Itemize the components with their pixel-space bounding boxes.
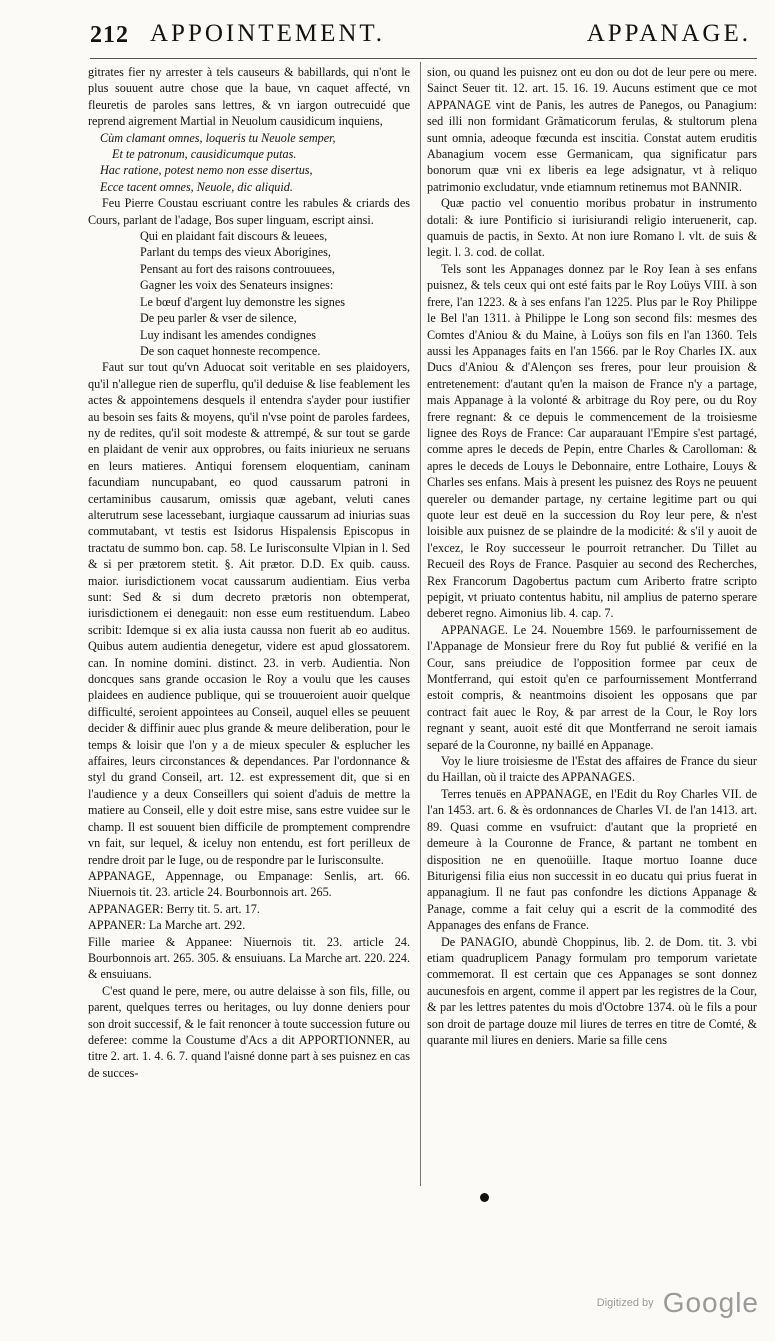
coustau-intro: Feu Pierre Coustau escriuant contre les rabules & criards des Cours, parlant de l'adage, Bos super linguam, escript ainsi.: [88, 196, 410, 227]
montferrand-paragraph: APPANAGE. Le 24. Nouembre 1569. le parfournissement de l'Appanage de Monsieur frere du Roy fut publié & verifié en la Cour, sans preiudice de l'opposition formee par ceux de Montferrand, qui estoit qu'en ce parfournissement Montferrand estoit compris, & neantmoins disoient les opposans que par contract fait auec le Roy, & par arrest de la Cour, le Roy lors regnant y seant, auoit esté dit que Montferrand ne seroit iamais separé de la Couronne, ny baillé en Appanage.: [427, 622, 757, 752]
column-divider: [420, 62, 421, 1186]
verse-line: Et te patronum, causidicumque putas.: [112, 147, 297, 162]
verse-line: Ecce tacent omnes, Neuole, dic aliquid.: [100, 179, 293, 194]
running-header: [90, 20, 757, 60]
verse-line: Pensant au fort des raisons controuuees,: [140, 261, 335, 276]
google-logo: Google: [662, 1287, 759, 1318]
verse-line: Parlant du temps des vieux Aborigines,: [140, 245, 331, 260]
verse-line: Luy indisant les amendes condignes: [140, 327, 317, 342]
page-number: 212: [90, 22, 129, 48]
fille-appanee-reference: Fille mariee & Appanee: Niuernois tit. 23. article 24. Bourbonnois art. 265. 305. & ensuiuans. La Marche art. 220. 224. & ensuiuans.: [88, 934, 410, 982]
appaner-reference: APPANER: La Marche art. 292.: [88, 918, 246, 933]
latin-verse: [100, 130, 410, 196]
verse-line: Hac ratione, potest nemo non esse disertus,: [100, 163, 313, 178]
french-verse: [140, 228, 410, 359]
pactio-paragraph: Quæ pactio vel conuentio moribus probatur in instrumento dotali: & iure Pontificio si iurisiurandi religio interuenerit, cap. quamuis de pactis, in Sexto. At non iure Romano l. vlt. de suis & legit. l. 3. cod. de collat.: [427, 196, 757, 260]
ink-dot: [480, 1193, 489, 1202]
verse-line: Qui en plaidant fait discours & leuees,: [140, 229, 328, 244]
header-rule: [90, 58, 757, 59]
panagio-paragraph: De PANAGIO, abundè Choppinus, lib. 2. de Dom. tit. 3. vbi etiam quadruplicem Panagy formulam pro temporum varietate commemorat. Il est certain que ces Appanages se sont donnez aucunesfois en argent, comme il appert par les registres de la Cour, & par les lettres patentes du mois d'Octobre 1374. où le fils a pour son droit de partage douze mil liures de terres en titre de Comté, & quarante mil liures en deniers. Marie sa fille cens: [427, 934, 757, 1047]
watermark-prefix: Digitized by: [596, 1297, 654, 1309]
right-running-title: APPANAGE.: [586, 20, 751, 47]
haillan-reference: Voy le liure troisiesme de l'Estat des affaires de France du sieur du Haillan, où il traicte des APPANAGES.: [427, 754, 757, 785]
royal-appanages-paragraph: Tels sont les Appanages donnez par le Roy Iean à ses enfans puisnez, & tels ceux qui ont esté faits par le Roy Loüys VIII. à son frere, l'an 1223. & à ses enfans l'an 1225. Plus par le Roy Philippe le Bel l'an 1311. à Philippe le Long son second fils: mesmes des Comtes d'Aniou & du Maine, à Loüys son fils en l'an 1360. Tels aussi les Appanages faits en l'an 1566. par le Roy Charles IX. aux Ducs d'Aniou & d'Alençon ses freres, pour leur prouision & entretenement: d'autant qu'en la maison de France n'y a partage, mais Appanage à la volonté & arbitrage du Roy pere, ou du Roy frere regnant: & ce depuis le commencement de la troisiesme lignee des Roys de France: Car auparauant l'Empire s'est partagé, comme apres le deceds de Pepin, entre Charles & Carolloman: & apres le deceds de Louys le Debonnaire, entre Lothaire, Louys & Charles ses enfans. Mais à present les puisnez des Roys ne peuuent quereler ou demander partage, ny certaine legitime part ou qui quote leur est deuë en la succession du Roy leur pere, & n'est loisible aux puisnez de se plaindre de la modicité: & s'il y auoit de l'excez, le Roy successeur le pourroit retrancher. Du Tillet au Recueil des Roys de France. Pasquier au second des Recherches, Rex Francorum Dagobertus pactum cum Ariberto fratre scripto pepigit, vt priuato contentus habitu, nil amplius de paterno sperare deberet regno. Aimonius lib. 4. cap. 7.: [427, 261, 757, 621]
digitized-watermark: [597, 1287, 759, 1319]
verse-line: Gagner les voix des Senateurs insignes:: [140, 278, 334, 293]
definition-paragraph: C'est quand le pere, mere, ou autre delaisse à son fils, fille, ou parent, quelques terres ou heritages, ou luy donne deniers pour son droit successif, & le fait renoncer à toute succession future ou deferee: comme la Coustume d'Acs a dit APPORTIONNER, au titre 2. art. 1. 4. 6. 7. quand l'aisné donne part à ses puisnez en cas de succes-: [88, 983, 410, 1080]
etymology-paragraph: sion, ou quand les puisnez ont eu don ou dot de leur pere ou mere. Sainct Seuer tit. 12. art. 15. 16. 19. Aucuns estiment que ce mot APPANAGE vint de Panis, les autres de Panegos, ou Panagium: sed illi non formidant Grãmaticorum ferulas, & stultorum plena sunt omnia, adeoque fœcunda est inscitia. Constat autem eruditis Abanagium vocem esse Germanicam, qua significatur pars bonorum quæ vni ex liberis ea lege adsignatur, vt à reliquo patrimonio excludatur, vnde etiamnum retinemus mot BANNIR.: [427, 65, 757, 194]
appanager-reference: APPANAGER: Berry tit. 5. art. 17.: [88, 901, 260, 916]
verse-line: De peu parler & vser de silence,: [140, 311, 297, 326]
verse-line: Cùm clamant omnes, loqueris tu Neuole semper,: [100, 130, 336, 145]
left-column: [88, 64, 410, 1081]
left-running-title: APPOINTEMENT.: [150, 20, 386, 47]
right-column: [427, 64, 757, 1048]
terres-paragraph: Terres tenuës en APPANAGE, en l'Edit du Roy Charles VII. de l'an 1453. art. 6. & ès ordonnances de Charles VI. de l'an 1413. art. 89. Quasi comme en vsufruict: d'autant que la proprieté en demeure à la Couronne de France, & partant ne tombent en disposition ne en quenoüille. Itaque mortuo Ioanne duce Biturigensi filia eius non successit in eo ducatu qui prius fuerat in appanagium. Il ne faut pas confondre les dictions Appanage & Panage, comme a fait celuy qui a escrit de la commodité des Appanages des enfans de France.: [427, 786, 757, 933]
appanage-reference: APPANAGE, Appennage, ou Empanage: Senlis, art. 66. Niuernois tit. 23. article 24. Bourbonnois art. 265.: [88, 868, 410, 900]
verse-line: Le bœuf d'argent luy demonstre les signes: [140, 294, 346, 309]
verse-line: De son caquet honneste recompence.: [140, 343, 321, 358]
left-intro: gitrates fier ny arrester à tels causeurs & babillards, qui n'ont le plus souuent autre chose que la baue, vn caquet affecté, vn fleuretis de paroles sans lettres, & vn iargon outrecuidé que reprend aigrement Martial in Neuolum causidicum inquiens,: [88, 65, 410, 129]
advocate-paragraph: Faut sur tout qu'vn Aduocat soit veritable en ses plaidoyers, qu'il n'allegue rien de superflu, qu'il deduise & lise feablement les actes & appointemens desquels il entendra s'ayder pour iustifier au besoin ses faits & moyens, qu'il n'vse point de paroles fardees, ny de redites, qu'il soit modeste & attrempé, & sur tout se garde en plaidant de venir aux opprobres, ou faits iniurieux ne seruans en leurs matieres. Antiqui forensem eloquentiam, caninam facundiam nuncupabant, eo quod caussarum patroni in certaminibus causarum, omissis quæ agebant, veluti canes alterutrum sese lacessebant, iurgiaque caussarum ad iniurias suas commutabant, vt testis est Isidorus Hispalensis Episcopus in tractatu de summo bon. cap. 58. Le Iurisconsulte Vlpian in l. Sed & si per prætorem stetit. §. Ait prætor. D.D. Ex quib. causs. maior. iurisdictionem vocat caussarum audientiam. Eius verba sunt: Sed & si dum decreto prætoris non obtemperat, iurisdictionem ei denegauit: non esse eum restituendum. Labeo scribit: Idemque si ex alia iusta caussa non fuerit ab eo auditus. Quibus autem audientia denegetur, videre est apud glossatorem. can. In nomine domini. distinct. 23. in verb. Audientia. Non doncques sans grande occasion le Roy a voulu que les causes plaidees en audience publique, qui se trouueroient auoir quelque difficulté, seroient appointees au Conseil, auquel elles se peuuent decider & diffinir auec plus grande & meure deliberation, pour le temps & loisir que l'on y a de mieux speculer & esplucher les affaires, leurs circonstances & dependances. Par l'ordonnance & styl du grand Conseil, art. 12. est expressement dit, que si en l'audience y a deux Conseillers qui soient d'aduis de mettre la matiere au Conseil, elle y doit estre mise, sans estre vuidee sur le champ. Il est souuent bien difficile de promptement comprendre vn fait, sur lequel, & iceluy non entendu, est fort perilleux de rendre droit par le Iuge, ou de respondre par le Iurisconsulte.: [88, 360, 410, 867]
